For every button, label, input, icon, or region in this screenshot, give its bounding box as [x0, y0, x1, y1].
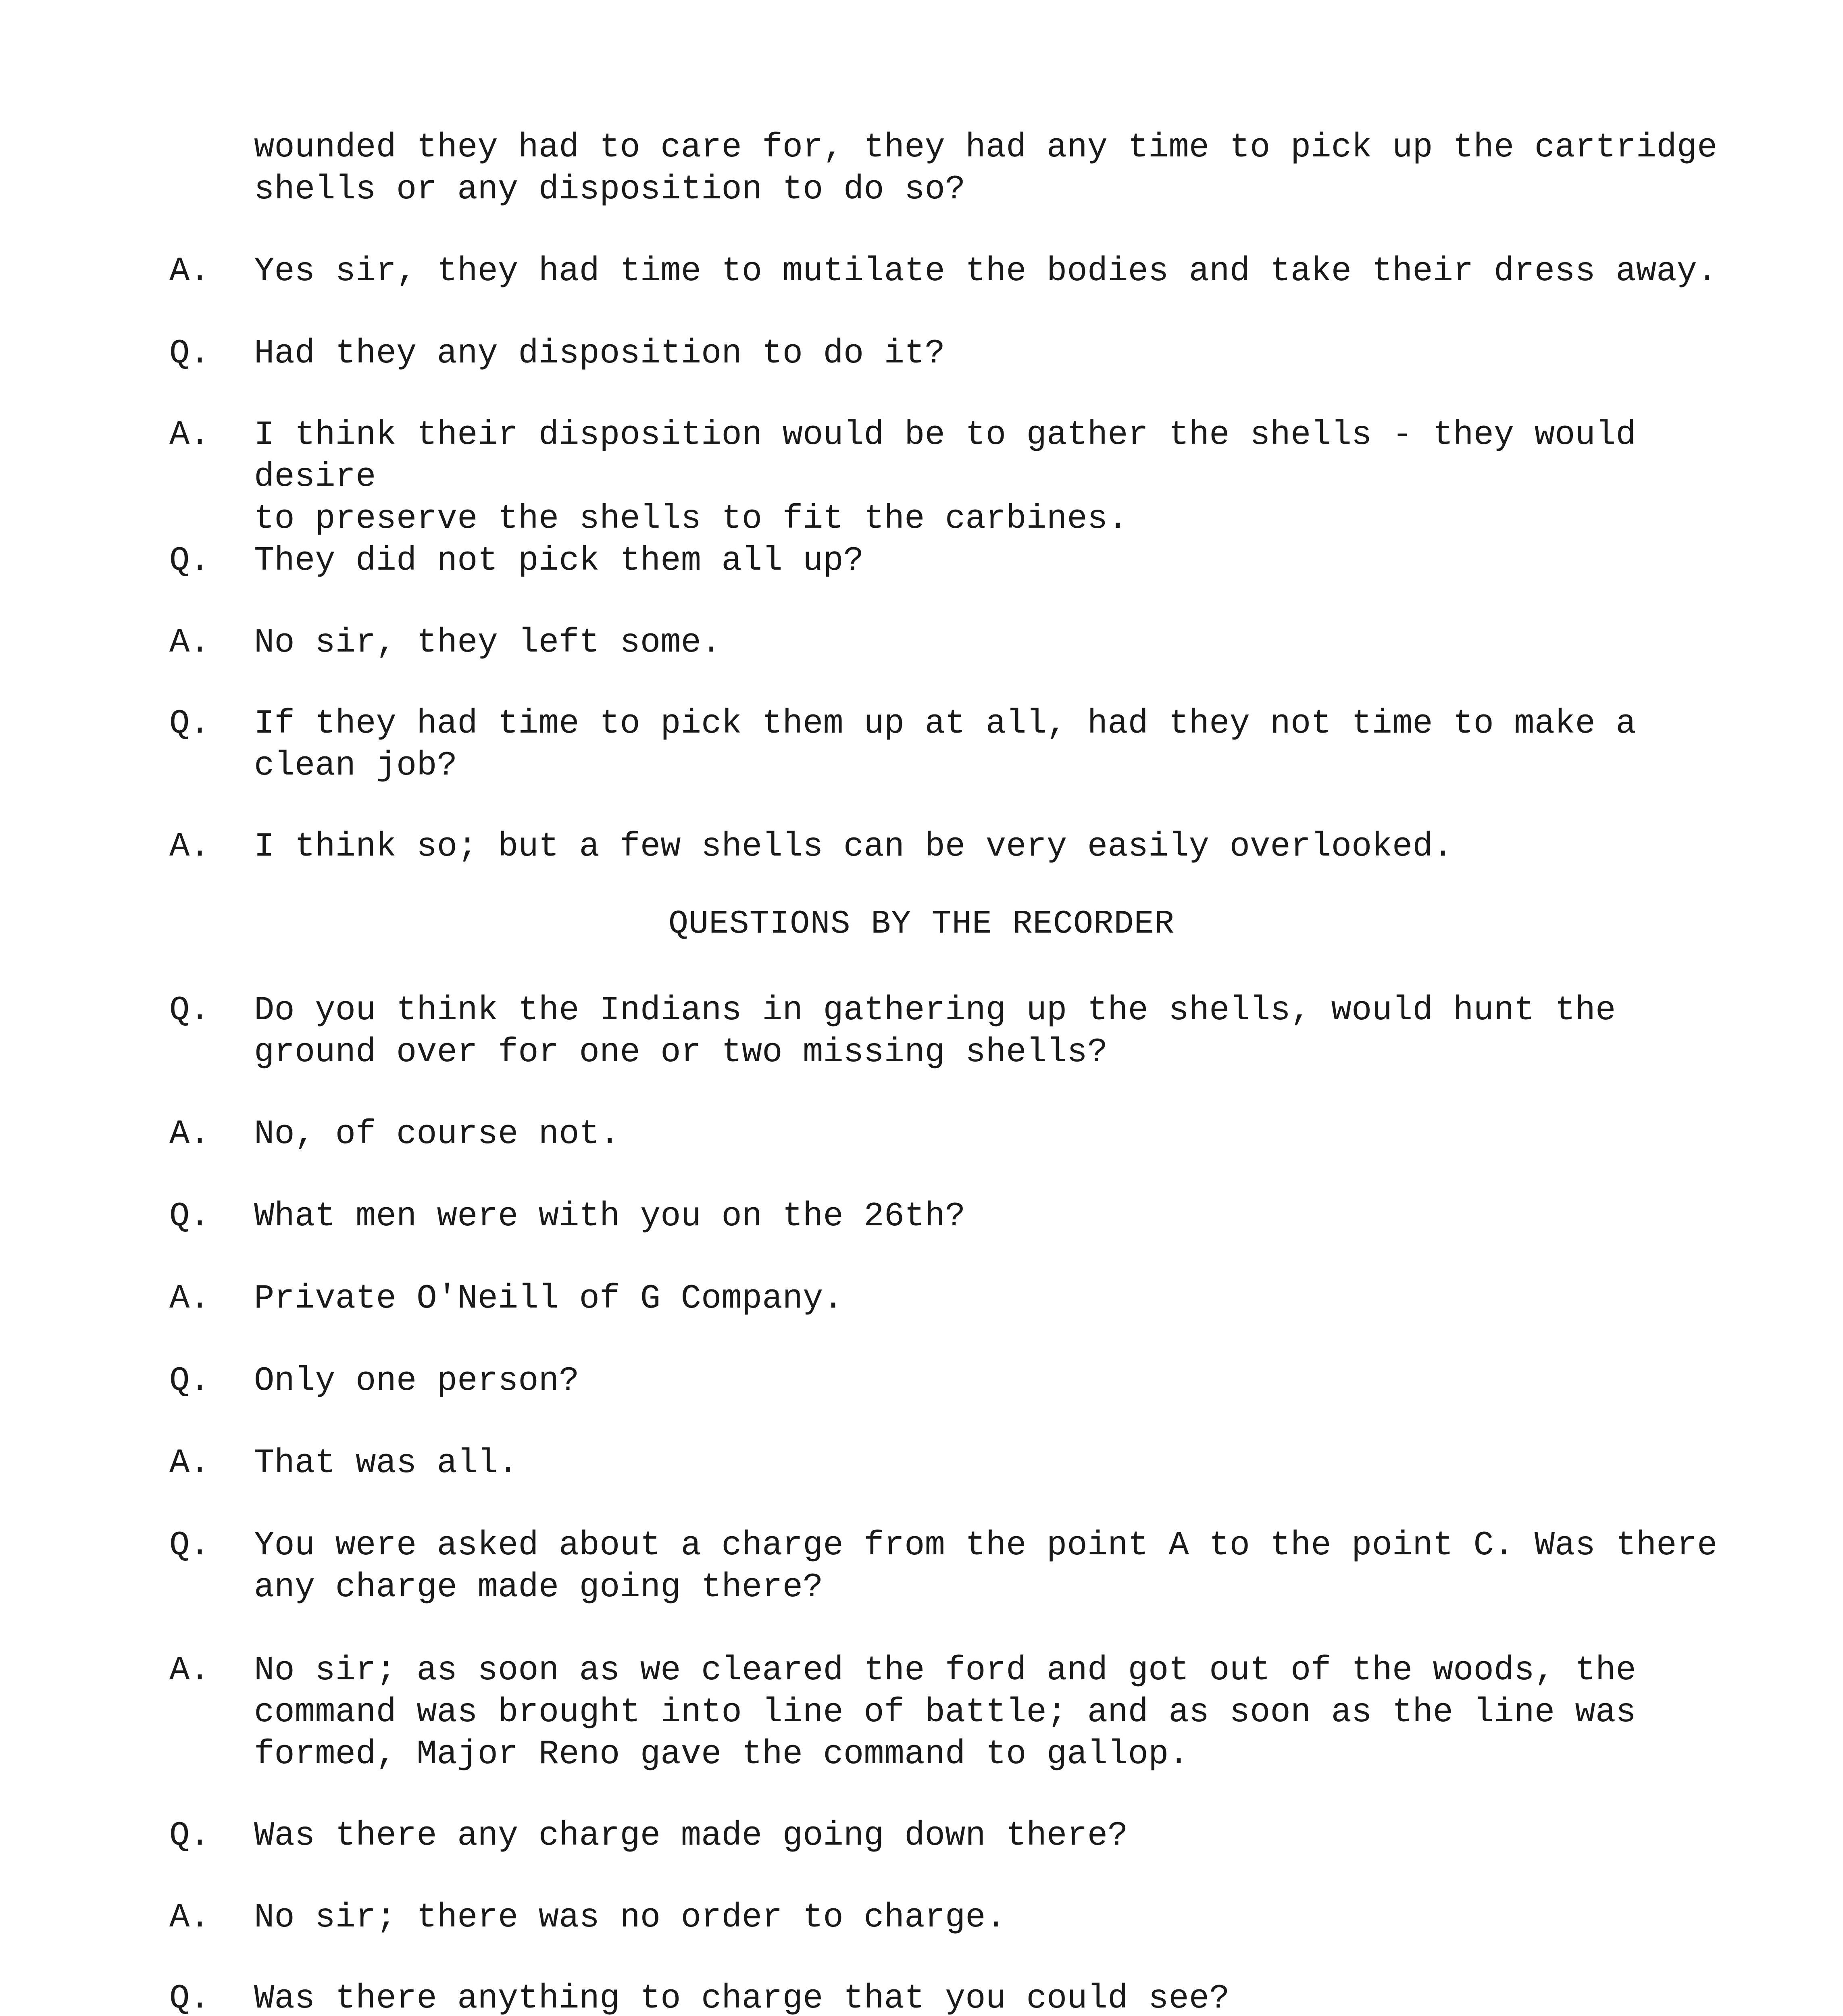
testimony-entry	[169, 990, 1774, 1074]
testimony-text: No sir; there was no order to charge.	[254, 1899, 1006, 1937]
testimony-entry	[169, 703, 1774, 787]
testimony-entry	[169, 622, 1774, 664]
speaker-mark: Q.	[169, 1198, 210, 1236]
testimony-text: Had they any disposition to do it?	[254, 335, 945, 373]
testimony-entry	[169, 251, 1774, 293]
speaker-mark: Q.	[169, 1362, 210, 1400]
testimony-entry	[169, 1278, 1774, 1320]
testimony-entry	[169, 1360, 1774, 1402]
testimony-entry	[169, 1196, 1774, 1238]
speaker-mark: Q.	[169, 542, 210, 580]
section-heading: QUESTIONS BY THE RECORDER	[668, 905, 1175, 943]
speaker-mark: Q.	[169, 1817, 210, 1855]
speaker-mark: Q.	[169, 991, 210, 1030]
speaker-mark: A.	[169, 1652, 210, 1690]
speaker-mark: A.	[169, 416, 210, 454]
testimony-text: No sir, they left some.	[254, 624, 722, 662]
testimony-entry	[169, 1525, 1774, 1609]
testimony-text: Only one person?	[254, 1362, 579, 1400]
testimony-entry	[169, 1650, 1774, 1776]
testimony-text: They did not pick them all up?	[254, 542, 864, 580]
speaker-mark: A.	[169, 252, 210, 291]
speaker-mark: A.	[169, 828, 210, 866]
continuation-text: wounded they had to care for, they had any time to pick up the cartridge shells or any disposition to do so?	[254, 129, 1718, 209]
testimony-entry	[169, 414, 1774, 540]
speaker-mark: A.	[169, 624, 210, 662]
testimony-entry	[169, 1897, 1774, 1939]
testimony-text: Was there anything to charge that you could see?	[254, 1980, 1230, 2016]
testimony-entry	[169, 826, 1774, 868]
testimony-text: What men were with you on the 26th?	[254, 1198, 966, 1236]
speaker-mark: A.	[169, 1280, 210, 1318]
testimony-text: Do you think the Indians in gathering up the shells, would hunt the ground over for one or two missing shells?	[254, 991, 1616, 1072]
testimony-entry	[169, 1978, 1774, 2016]
testimony-entry	[169, 1443, 1774, 1485]
testimony-entry	[169, 333, 1774, 375]
testimony-text: No sir; as soon as we cleared the ford and got out of the woods, the command was brought into line of battle; and as soon as the line was formed, Major Reno gave the command to gallop.	[254, 1652, 1636, 1774]
speaker-mark: Q.	[169, 1980, 210, 2016]
testimony-text: Private O'Neill of G Company.	[254, 1280, 843, 1318]
testimony-entry	[169, 1114, 1774, 1156]
speaker-mark: A.	[169, 1899, 210, 1937]
testimony-text: If they had time to pick them up at all, had they not time to make a clean job?	[254, 705, 1636, 785]
testimony-entry	[169, 1815, 1774, 1857]
testimony-text: You were asked about a charge from the point A to the point C. Was there any charge made going there?	[254, 1527, 1718, 1607]
testimony-text: Was there any charge made going down there?	[254, 1817, 1128, 1855]
speaker-mark: Q.	[169, 705, 210, 743]
speaker-mark: Q.	[169, 1527, 210, 1565]
speaker-mark: A.	[169, 1115, 210, 1154]
testimony-entry	[169, 540, 1774, 582]
testimony-text: I think their disposition would be to gather the shells - they would desire to preserve the shells to fit the carbines.	[254, 416, 1636, 538]
testimony-text: Yes sir, they had time to mutilate the bodies and take their dress away.	[254, 252, 1718, 291]
testimony-text: I think so; but a few shells can be very easily overlooked.	[254, 828, 1454, 866]
speaker-mark: Q.	[169, 335, 210, 373]
testimony-text: No, of course not.	[254, 1115, 620, 1154]
speaker-mark: A.	[169, 1444, 210, 1483]
testimony-text: That was all.	[254, 1444, 519, 1483]
